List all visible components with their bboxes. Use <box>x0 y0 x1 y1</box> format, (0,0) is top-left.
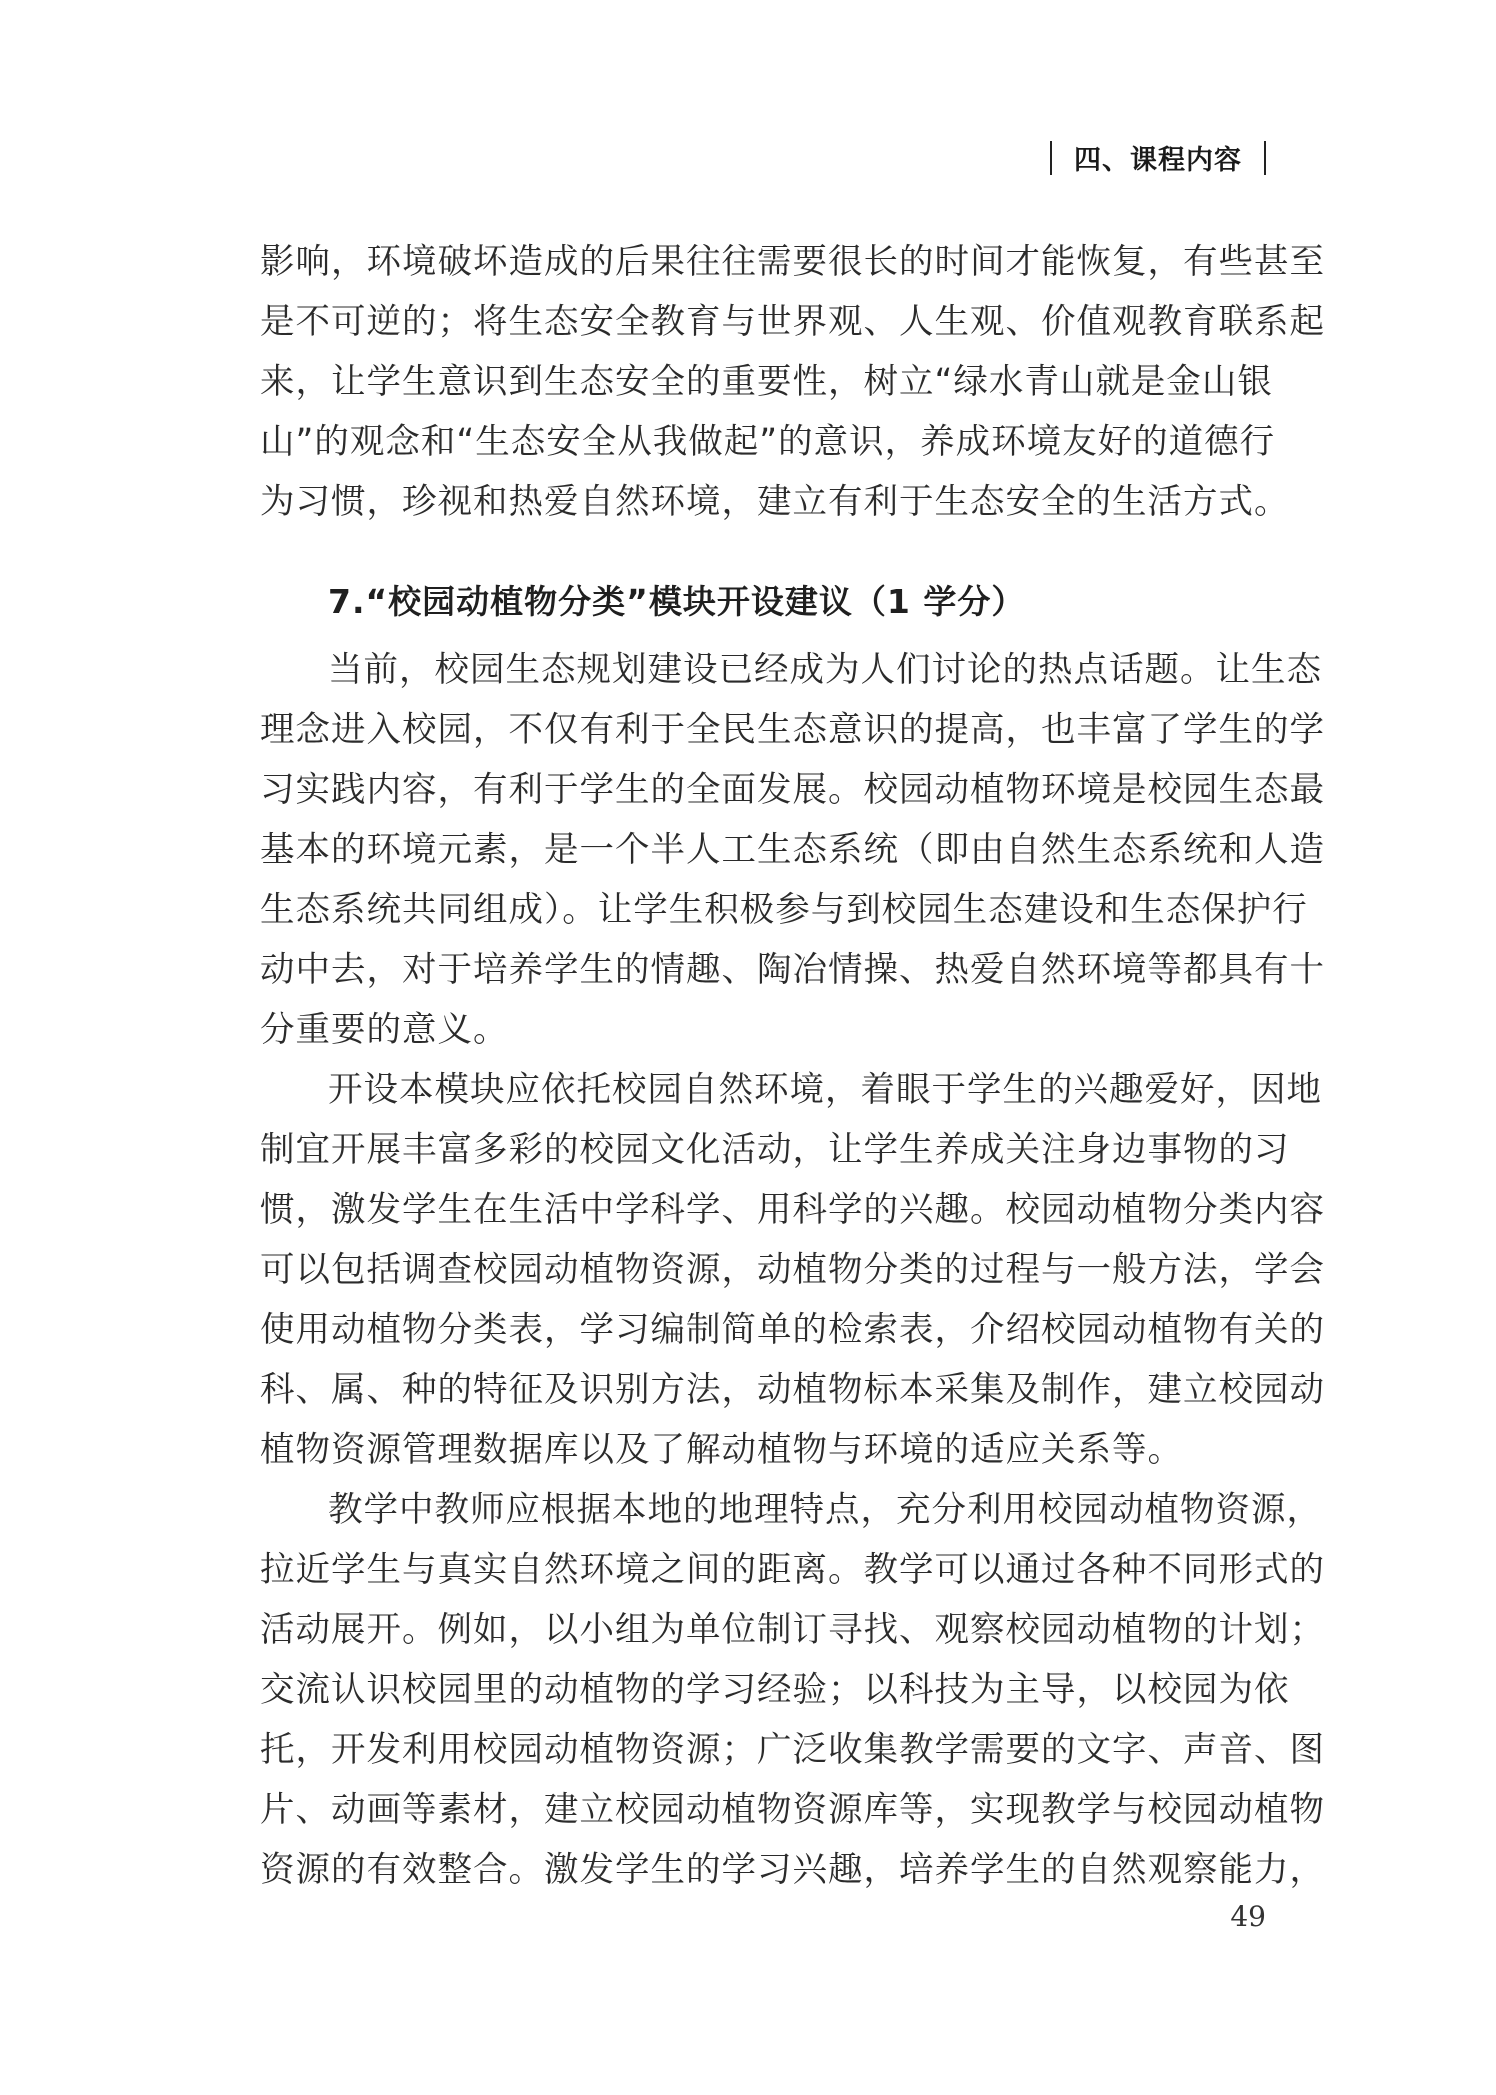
text-line: 科、属、种的特征及识别方法，动植物标本采集及制作，建立校园动 <box>260 1370 1325 1410</box>
page-body <box>260 232 1325 1900</box>
text-line: 习实践内容，有利于学生的全面发展。校园动植物环境是校园生态最 <box>260 770 1325 810</box>
header-right-bar <box>1264 141 1266 175</box>
text-line: 拉近学生与真实自然环境之间的距离。教学可以通过各种不同形式的 <box>260 1550 1325 1590</box>
running-header <box>1050 138 1266 177</box>
text-line: 动中去，对于培养学生的情趣、陶冶情操、热爱自然环境等都具有十 <box>260 950 1325 990</box>
page-number: 49 <box>1230 1900 1266 1933</box>
text-line: 为习惯，珍视和热爱自然环境，建立有利于生态安全的生活方式。 <box>260 482 1290 522</box>
text-line: 资源的有效整合。激发学生的学习兴趣，培养学生的自然观察能力， <box>260 1850 1325 1890</box>
text-line: 影响，环境破坏造成的后果往往需要很长的时间才能恢复，有些甚至 <box>260 242 1325 282</box>
text-line: 植物资源管理数据库以及了解动植物与环境的适应关系等。 <box>260 1430 1183 1470</box>
text-line: 可以包括调查校园动植物资源，动植物分类的过程与一般方法，学会 <box>260 1250 1325 1290</box>
text-line: 惯，激发学生在生活中学科学、用科学的兴趣。校园动植物分类内容 <box>260 1190 1325 1230</box>
section-heading: 7.“校园动植物分类”模块开设建议（1 学分） <box>328 582 1026 621</box>
text-line: 教学中教师应根据本地的地理特点，充分利用校园动植物资源， <box>328 1490 1322 1530</box>
text-line: 山”的观念和“生态安全从我做起”的意识，养成环境友好的道德行 <box>260 422 1276 462</box>
section-title: 四、课程内容 <box>1074 145 1242 176</box>
text-line: 基本的环境元素，是一个半人工生态系统（即由自然生态系统和人造 <box>260 830 1325 870</box>
text-line: 托，开发利用校园动植物资源；广泛收集教学需要的文字、声音、图 <box>260 1730 1325 1770</box>
text-line: 开设本模块应依托校园自然环境，着眼于学生的兴趣爱好，因地 <box>328 1070 1322 1110</box>
text-line: 理念进入校园，不仅有利于全民生态意识的提高，也丰富了学生的学 <box>260 710 1325 750</box>
text-line: 来，让学生意识到生态安全的重要性，树立“绿水青山就是金山银 <box>260 362 1273 402</box>
text-line: 使用动植物分类表，学习编制简单的检索表，介绍校园动植物有关的 <box>260 1310 1325 1350</box>
text-line: 分重要的意义。 <box>260 1010 509 1050</box>
body-paragraph-3 <box>260 1480 1325 1900</box>
text-line: 制宜开展丰富多彩的校园文化活动，让学生养成关注身边事物的习 <box>260 1130 1290 1170</box>
text-line: 交流认识校园里的动植物的学习经验；以科技为主导，以校园为依 <box>260 1670 1290 1710</box>
text-line: 生态系统共同组成）。让学生积极参与到校园生态建设和生态保护行 <box>260 890 1308 930</box>
text-line: 片、动画等素材，建立校园动植物资源库等，实现教学与校园动植物 <box>260 1790 1325 1830</box>
continuation-paragraph <box>260 232 1325 532</box>
text-line: 当前，校园生态规划建设已经成为人们讨论的热点话题。让生态 <box>328 650 1322 690</box>
text-line: 是不可逆的；将生态安全教育与世界观、人生观、价值观教育联系起 <box>260 302 1325 342</box>
header-left-bar <box>1050 141 1052 175</box>
body-paragraph-2 <box>260 1060 1325 1480</box>
text-line: 活动展开。例如，以小组为单位制订寻找、观察校园动植物的计划； <box>260 1610 1325 1650</box>
body-paragraph-1 <box>260 640 1325 1060</box>
